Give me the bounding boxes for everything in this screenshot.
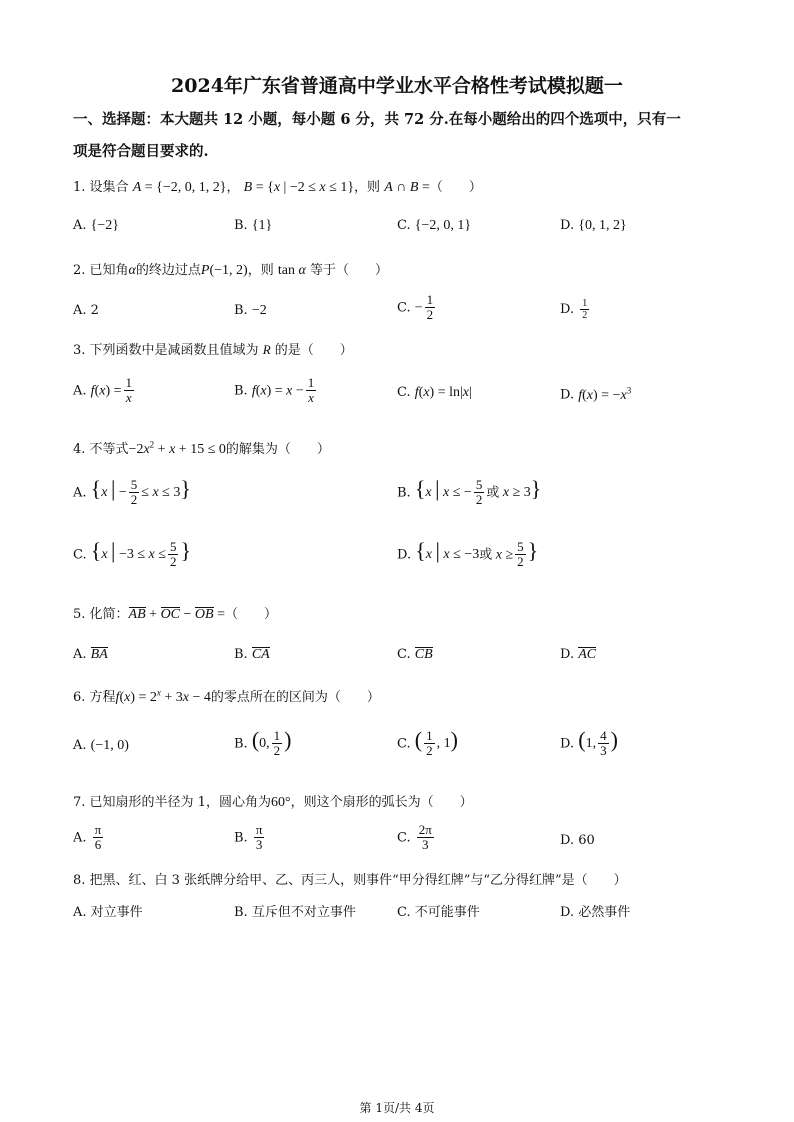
question-4: 4. 不等式$-2x^2 + x + 15 \le 0$的解集为（ ）: [73, 439, 330, 457]
question-8-option-a[interactable]: A. 对立事件: [73, 905, 143, 920]
page-footer: 第 1页/共 4页: [359, 1101, 435, 1115]
question-4-option-c[interactable]: C. {x | −3 ≤ x ≤ $\frac{5}{2}$ }: [73, 538, 192, 570]
question-7-option-c[interactable]: C. $\frac{2\pi}{3}$: [397, 822, 432, 853]
question-3-option-d[interactable]: D. $f(x) = -x^3$: [560, 385, 632, 403]
question-7-option-b[interactable]: B. $\frac{\pi}{3}$: [234, 822, 263, 853]
question-8: 8. 把黑、红、白 3 张纸牌分给甲、乙、丙三人，则事件“甲分得红牌”与“乙分得红牌”是（ ）: [73, 873, 627, 888]
question-4-option-d[interactable]: D. {x | x ≤ −3或 x ≥ $\frac{5}{2}$ }: [397, 538, 539, 570]
question-2-option-b[interactable]: B. −2: [234, 303, 267, 318]
question-5-option-d[interactable]: D. AC: [560, 647, 597, 662]
question-6-option-b[interactable]: B. (0, $\frac{1}{2}$ ): [234, 727, 292, 759]
set-b-definition: B = {x | −2 ≤ x ≤ 1}: [243, 180, 355, 195]
question-1-option-a[interactable]: A. {−2}: [73, 218, 120, 233]
intersection-expr: A ∩ B =: [384, 180, 430, 195]
question-7-option-d[interactable]: D. 60: [560, 833, 595, 848]
question-4-option-b[interactable]: B. {x | x ≤ − $\frac{5}{2}$ 或 x ≥ 3}: [397, 476, 542, 508]
question-5: 5. 化简：AB + OC − OB =（ ）: [73, 607, 278, 622]
question-1-stem: 1. 设集合: [73, 180, 129, 195]
question-7-option-a[interactable]: A. $\frac{\pi}{6}$: [73, 822, 102, 853]
question-5-option-a[interactable]: A. BA: [73, 647, 108, 662]
question-1-option-d[interactable]: D. {0, 1, 2}: [560, 218, 627, 233]
question-4-option-a[interactable]: A. {x | − $\frac{5}{2}$ ≤ x ≤ 3}: [73, 476, 191, 508]
question-8-option-b[interactable]: B. 互斥但不对立事件: [234, 905, 356, 920]
question-1-option-b[interactable]: B. {1}: [234, 218, 273, 233]
question-5-option-c[interactable]: C. CB: [397, 647, 433, 662]
question-2-option-c[interactable]: C. − $\frac{1}{2}$: [397, 292, 434, 323]
question-3-option-a[interactable]: A. f(x) = $\frac{1}{x}$: [73, 375, 133, 406]
section-heading-line-1: 一、选择题：本大题共 12 小题，每小题 6 分，共 72 分.在每小题给出的四个选项中，只有一: [73, 111, 681, 128]
question-5-option-b[interactable]: B. CA: [234, 647, 270, 662]
question-2-option-d[interactable]: D. $\frac{1}{2}$: [560, 298, 588, 321]
question-8-option-c[interactable]: C. 不可能事件: [397, 905, 480, 920]
question-2: 2. 已知角α的终边过点P(−1, 2)，则 tan α 等于（ ）: [73, 263, 388, 278]
question-6-option-a[interactable]: A. (−1, 0): [73, 738, 129, 753]
question-6-option-d[interactable]: D. (1, $\frac{4}{3}$ ): [560, 727, 618, 759]
question-2-option-a[interactable]: A. 2: [73, 303, 99, 318]
page-title: 2024年广东省普通高中学业水平合格性考试模拟题一: [171, 75, 623, 97]
section-heading-line-2: 项是符合题目要求的.: [73, 143, 209, 160]
question-7: 7. 已知扇形的半径为 1，圆心角为60°，则这个扇形的弧长为（ ）: [73, 795, 473, 810]
question-1-option-c[interactable]: C. {−2, 0, 1}: [397, 218, 472, 233]
question-6-option-c[interactable]: C. ( $\frac{1}{2}$ , 1): [397, 727, 458, 759]
set-a-definition: A = {−2, 0, 1, 2}: [132, 180, 227, 195]
question-6: 6. 方程$f(x) = 2^x + 3x - 4$的零点所在的区间为（ ）: [73, 687, 380, 705]
question-3-option-b[interactable]: B. f(x) = x − $\frac{1}{x}$: [234, 375, 315, 406]
question-1: 1. 设集合 A = {−2, 0, 1, 2}， B = {x | −2 ≤ x ≤ 1}，则 A ∩ B =（ ）: [73, 180, 482, 195]
question-3-option-c[interactable]: C. f(x) = ln|x|: [397, 385, 472, 400]
question-3: 3. 下列函数中是减函数且值域为 R 的是（ ）: [73, 342, 353, 358]
question-8-option-d[interactable]: D. 必然事件: [560, 905, 631, 920]
